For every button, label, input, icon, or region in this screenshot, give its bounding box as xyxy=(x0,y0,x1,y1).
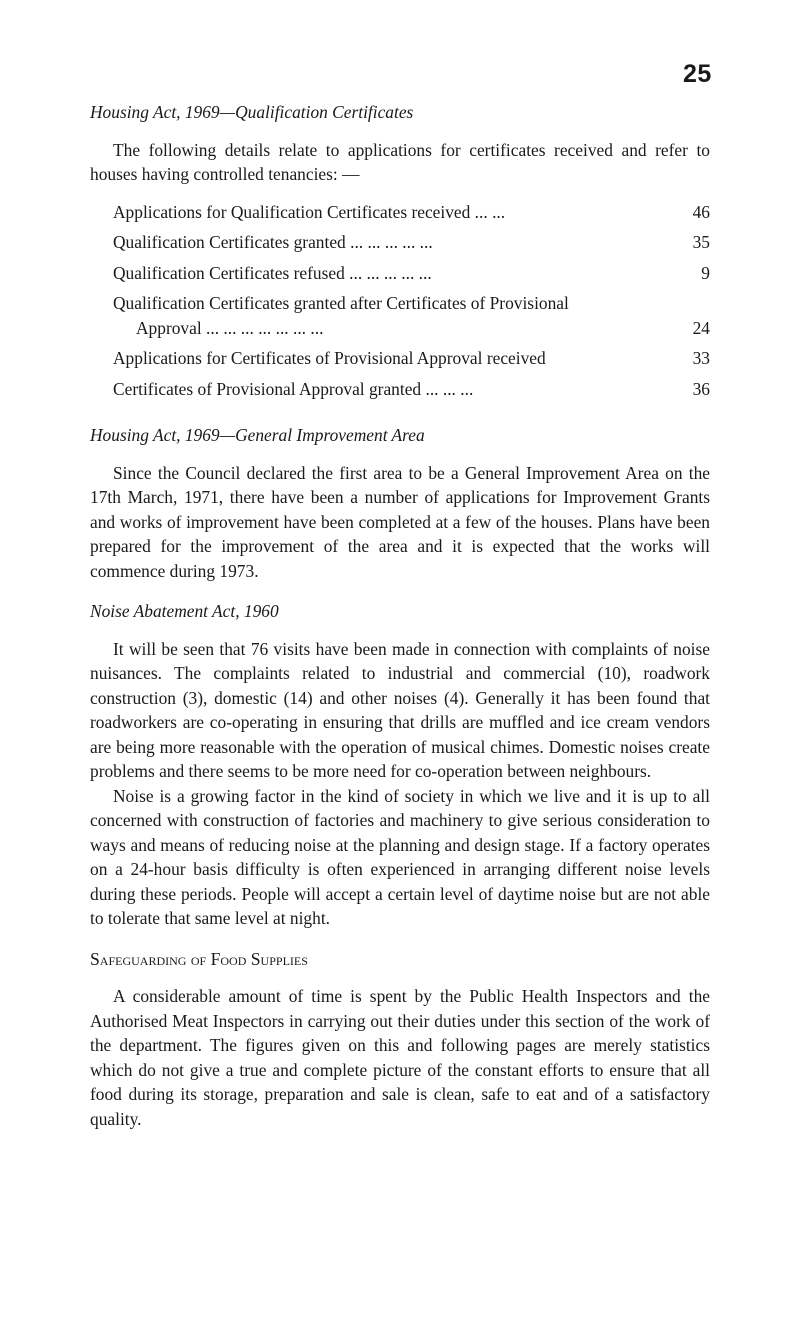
stat-row xyxy=(113,230,710,255)
improvement-paragraph: Since the Council declared the first area to be a General Improvement Area on the 17th March, 1971, there have been a number of applications for Improvement Grants and works of improvement have been completed at a few of the houses. Plans have been prepared for the improvement of the area and it is expected that the works will commence during 1973. xyxy=(90,462,710,581)
stat-label: Certificates of Provisional Approval granted ... ... ... xyxy=(113,378,474,399)
stat-label: Qualification Certificates refused ... ... ... ... ... xyxy=(113,262,432,283)
stat-value: 9 xyxy=(701,262,710,283)
stat-row xyxy=(113,261,710,286)
stat-value: 36 xyxy=(692,378,710,399)
qualification-stats-list xyxy=(90,200,710,402)
noise-paragraph-2: Noise is a growing factor in the kind of society in which we live and it is up to all concerned with construction of factories and machinery to give serious consideration to ways and means of reducing noise at the planning and design stage. If a factory operates on a 24-hour basis difficulty is often experienced in arranging different noise levels during these periods. People will accept a certain level of daytime noise but are not able to tolerate that same level at night. xyxy=(90,785,710,928)
food-paragraph: A considerable amount of time is spent by the Public Health Inspectors and the Authorised Meat Inspectors in carrying out their duties under this section of the work of the department. The figures given on this and following pages are merely statistics which do not give a true and complete picture of the constant efforts to ensure that all food during its storage, preparation and sale is clean, safe to eat and of a satisfactory quality. xyxy=(90,986,710,1129)
qualification-heading: Housing Act, 1969—Qualification Certificates xyxy=(90,102,414,122)
food-heading: Safeguarding of Food Supplies xyxy=(90,948,308,969)
improvement-heading: Housing Act, 1969—General Improvement Area xyxy=(90,425,425,445)
document-body xyxy=(90,100,710,1131)
noise-heading: Noise Abatement Act, 1960 xyxy=(90,601,279,621)
stat-label: Qualification Certificates granted ... ... ... ... ... xyxy=(113,232,433,252)
qualification-intro: The following details relate to applications for certificates received and refer to houses having controlled tenancies: — xyxy=(90,139,710,184)
stat-row-multiline xyxy=(113,291,710,340)
stat-label-line2: Approval ... ... ... ... ... ... ... xyxy=(136,317,324,338)
stat-value: 46 xyxy=(692,201,710,222)
stat-value: 33 xyxy=(692,348,710,368)
stat-label-line1: Qualification Certificates granted after Certificates of Provisional xyxy=(113,293,569,313)
stat-row xyxy=(113,316,710,341)
stat-row xyxy=(113,377,710,402)
stat-label: Applications for Certificates of Provisional Approval received xyxy=(113,348,546,368)
noise-paragraph-1: It will be seen that 76 visits have been made in connection with complaints of noise nuisances. The complaints related to industrial and commercial (10), roadwork construction (3), domestic (14) and other noises (4). Generally it has been found that roadworkers are co-operating in ensuring that drills are muffled and ice cream vendors are being more reasonable with the operation of musical chimes. Domestic noises create problems and there seems to be more need for co-operation between neighbours. xyxy=(90,638,710,781)
page-number: 25 xyxy=(683,60,712,88)
stat-label: Applications for Qualification Certificates received ... ... xyxy=(113,201,506,222)
stat-value: 24 xyxy=(692,317,710,338)
stat-row xyxy=(113,346,710,371)
stat-value: 35 xyxy=(692,232,710,252)
stat-row xyxy=(113,200,710,225)
